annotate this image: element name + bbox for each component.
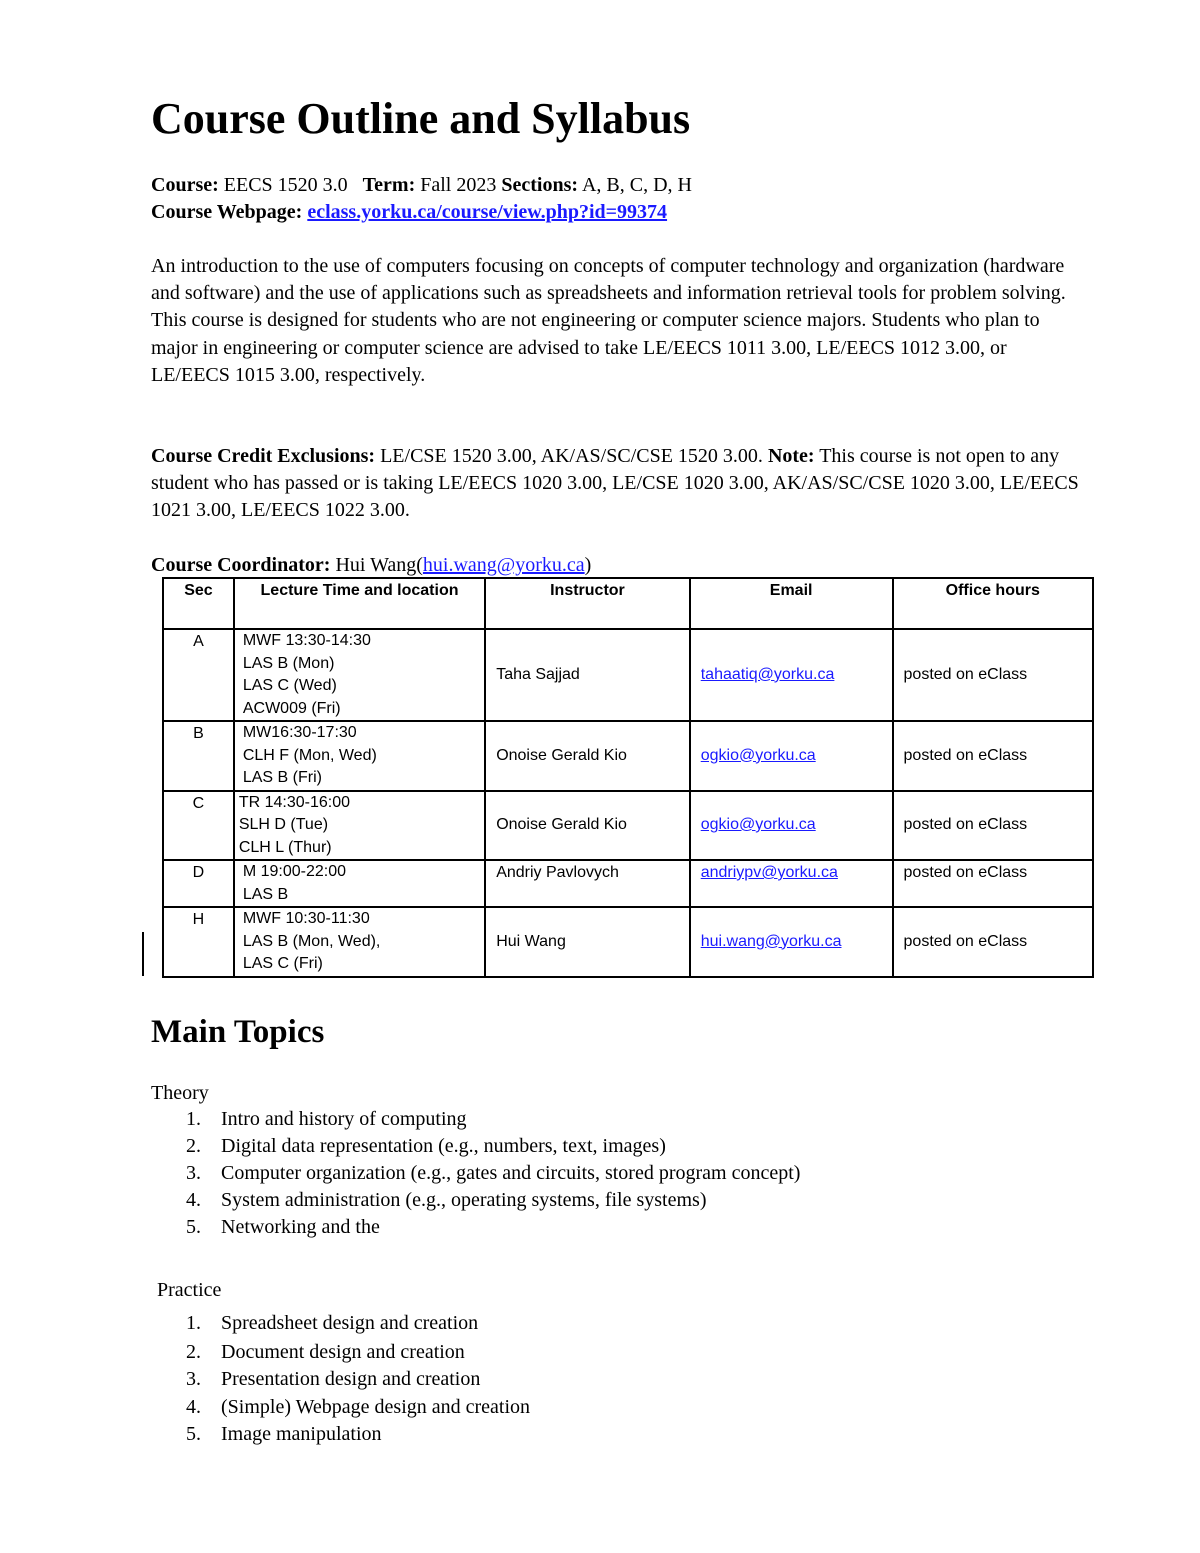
lecture-line: MWF 13:30-14:30 [242, 632, 371, 649]
text-cursor [142, 932, 144, 976]
list-item [151, 1366, 530, 1393]
list-item [151, 1160, 800, 1187]
main-topics-heading: Main Topics [151, 1014, 325, 1050]
header-lecture: Lecture Time and location [234, 578, 485, 629]
course-value: EECS 1520 3.0 [223, 174, 348, 196]
instructor-name: Taha Sajjad [496, 665, 580, 683]
table-row [163, 860, 1093, 907]
list-number: 3. [186, 1162, 201, 1184]
section-letter: A [193, 633, 204, 650]
lecture-line: ACW009 (Fri) [242, 699, 341, 717]
table-row [163, 907, 1093, 977]
exclusions-label: Course Credit Exclusions: [151, 445, 376, 467]
table-row [163, 629, 1093, 721]
list-item [151, 1421, 530, 1448]
course-label: Course: [151, 174, 219, 196]
list-text: Spreadsheet design and creation [221, 1312, 479, 1334]
coordinator-open-paren: ( [416, 554, 423, 576]
list-item [151, 1187, 800, 1214]
term-value: Fall 2023 [420, 174, 497, 196]
lecture-cell [235, 792, 484, 860]
theory-label: Theory [151, 1082, 209, 1104]
list-text: Intro and history of computing [221, 1108, 467, 1130]
practice-list [151, 1308, 530, 1448]
list-item [151, 1214, 800, 1241]
section-schedule-table [162, 577, 1094, 978]
list-number: 4. [186, 1189, 201, 1211]
lecture-cell [235, 630, 484, 720]
instructor-email-link[interactable]: tahaatiq@yorku.ca [700, 665, 835, 683]
credit-exclusions [151, 443, 1081, 525]
office-hours: posted on eClass [903, 864, 1028, 881]
list-item [151, 1393, 530, 1421]
coordinator-close-paren: ) [584, 554, 592, 576]
instructor-email-link[interactable]: ogkio@yorku.ca [700, 816, 816, 833]
list-item [151, 1106, 800, 1133]
lecture-cell [235, 908, 484, 976]
lecture-cell [235, 722, 484, 790]
webpage-label: Course Webpage: [151, 201, 303, 223]
list-number: 1. [186, 1312, 201, 1334]
list-text: Image manipulation [221, 1423, 382, 1445]
table-header-row [163, 578, 1093, 629]
lecture-line: LAS B (Mon, Wed), [242, 932, 381, 950]
office-hours: posted on eClass [903, 932, 1028, 950]
office-hours: posted on eClass [903, 816, 1028, 833]
lecture-line: LAS B (Fri) [242, 769, 322, 786]
lecture-line: MW16:30-17:30 [242, 724, 357, 741]
list-number: 2. [186, 1341, 201, 1363]
instructor-name: Onoise Gerald Kio [496, 746, 627, 764]
instructor-email-link[interactable]: hui.wang@yorku.ca [700, 932, 842, 950]
sections-value: A, B, C, D, H [581, 174, 692, 196]
course-info-line [151, 172, 692, 199]
coordinator-line [151, 552, 591, 579]
instructor-name: Hui Wang [496, 932, 566, 950]
section-letter: H [192, 911, 205, 928]
list-number: 1. [186, 1108, 201, 1130]
lecture-line: LAS C (Wed) [242, 677, 337, 694]
note-label: Note: [767, 445, 815, 467]
course-description: An introduction to the use of computers focusing on concepts of computer technology and organization (hardware and software) and the use of applications such as spreadsheets and information retrieval tools for problem solving. This course is designed for students who are not engineering or computer science majors. Students who plan to major in engineering or computer science are advised to take LE/EECS 1011 3.00, LE/EECS 1012 3.00, or LE/EECS 1015 3.00, respectively. [151, 255, 1066, 386]
list-text: Computer organization (e.g., gates and circuits, stored program concept) [221, 1162, 801, 1184]
office-hours: posted on eClass [903, 665, 1028, 683]
list-number: 2. [186, 1135, 201, 1157]
instructor-email-link[interactable]: ogkio@yorku.ca [700, 746, 816, 764]
lecture-line: M 19:00-22:00 [242, 863, 347, 880]
lecture-line: LAS C (Fri) [242, 955, 323, 972]
term-label: Term: [362, 174, 416, 196]
list-text: Networking and the [221, 1216, 380, 1238]
coordinator-name: Hui Wang [335, 554, 417, 576]
practice-label: Practice [157, 1279, 222, 1301]
coordinator-email-link[interactable]: hui.wang@yorku.ca [422, 554, 585, 576]
header-sec: Sec [163, 578, 234, 629]
header-email: Email [690, 578, 893, 629]
exclusions-text: LE/CSE 1520 3.00, AK/AS/SC/CSE 1520 3.00. [380, 445, 763, 467]
course-webpage-line [151, 199, 667, 226]
section-letter: D [192, 864, 205, 881]
list-number: 5. [186, 1216, 201, 1238]
list-text: Document design and creation [221, 1341, 465, 1363]
list-text: (Simple) Webpage design and creation [221, 1396, 531, 1418]
course-webpage-link[interactable]: eclass.yorku.ca/course/view.php?id=99374 [307, 201, 668, 223]
instructor-name: Andriy Pavlovych [496, 864, 619, 881]
header-office-hours: Office hours [893, 578, 1093, 629]
list-number: 4. [186, 1396, 201, 1418]
lecture-line: CLH F (Mon, Wed) [242, 746, 377, 764]
list-number: 5. [186, 1423, 201, 1445]
table-row [163, 791, 1093, 861]
note-text: This course is not open to any student who has passed or is taking LE/EECS 1020 3.00, LE/CSE 1020 3.00, AK/AS/SC/CSE 1020 3.00, LE/EECS 1021 3.00, LE/EECS 1022 3.00. [151, 445, 1079, 522]
office-hours: posted on eClass [903, 746, 1028, 764]
lecture-line: MWF 10:30-11:30 [242, 910, 370, 927]
lecture-cell [235, 861, 484, 906]
theory-list [151, 1106, 800, 1241]
list-text: System administration (e.g., operating systems, file systems) [221, 1189, 707, 1211]
instructor-email-link[interactable]: andriypv@yorku.ca [700, 864, 838, 881]
lecture-line: SLH D (Tue) [238, 816, 329, 833]
coordinator-label: Course Coordinator: [151, 554, 331, 576]
table-row [163, 721, 1093, 791]
list-text: Presentation design and creation [221, 1368, 481, 1390]
list-number: 3. [186, 1368, 201, 1390]
section-letter: C [192, 794, 205, 812]
list-item [151, 1338, 530, 1366]
list-text: Digital data representation (e.g., numbers, text, images) [221, 1135, 666, 1157]
lecture-line: TR 14:30-16:00 [238, 793, 351, 811]
list-item [151, 1133, 800, 1160]
lecture-line: LAS B (Mon) [242, 654, 335, 672]
list-item [151, 1308, 530, 1338]
page-title: Course Outline and Syllabus [151, 94, 691, 143]
lecture-line: LAS B [242, 885, 289, 903]
section-letter: B [193, 725, 204, 742]
sections-label: Sections: [501, 174, 579, 196]
header-instructor: Instructor [485, 578, 690, 629]
lecture-line: CLH L (Thur) [238, 838, 332, 856]
instructor-name: Onoise Gerald Kio [496, 816, 627, 833]
